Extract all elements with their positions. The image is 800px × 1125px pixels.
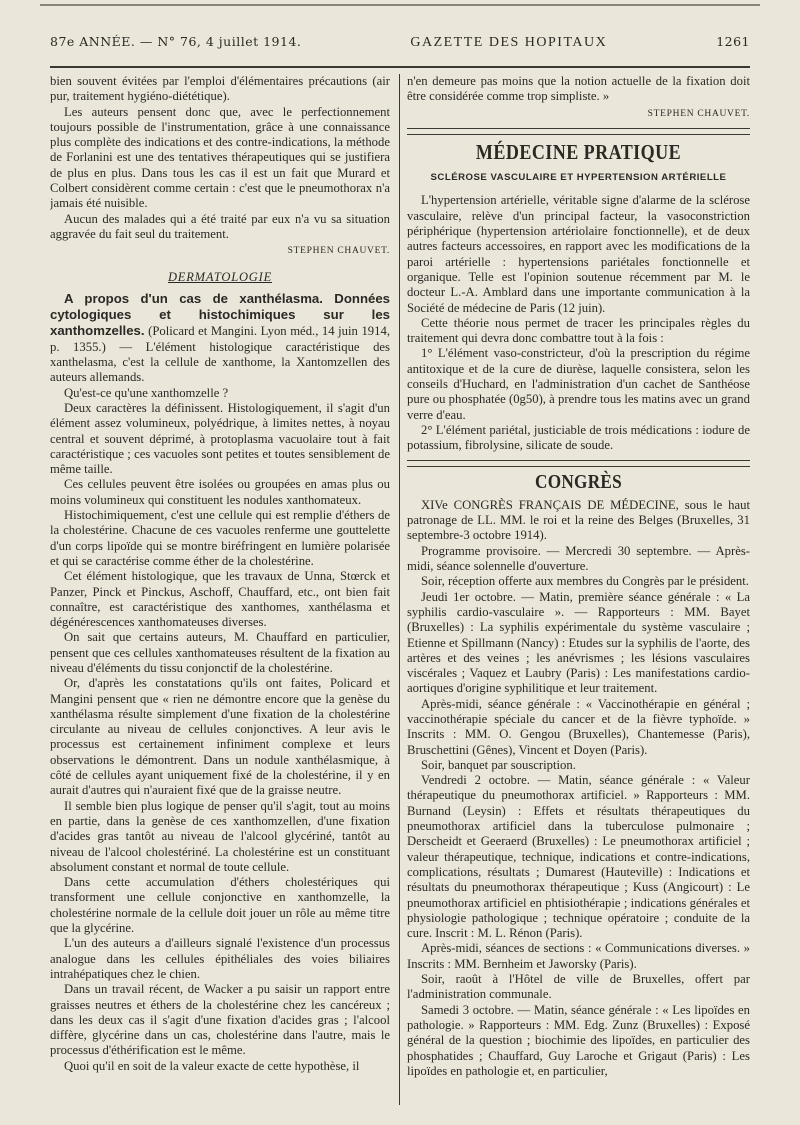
- paragraph: 2° L'élément pariétal, justiciable de trois médications : iodure de potassium, fibrolysine, silicate de soude.: [407, 422, 750, 453]
- paragraph: Dans un travail récent, de Wacker a pu saisir un rapport entre graisses neutres et éthers de la cholestérine chez les cancéreux ; dans les deux cas il s'agit d'une fixation d'acides gras ; l'alcool diffère, glycérine dans un cas, cholestérine dans l'autre, mais le processus d'éthérification est le même.: [50, 982, 390, 1058]
- left-column: [50, 74, 390, 1105]
- author-signature: STEPHEN CHAUVET.: [287, 246, 390, 257]
- paragraph: Programme provisoire. — Mercredi 30 septembre. — Après-midi, séance solennelle d'ouverture.: [407, 543, 750, 574]
- paragraph: Quoi qu'il en soit de la valeur exacte de cette hypothèse, il: [64, 1058, 360, 1073]
- header-rule: [50, 66, 750, 68]
- paragraph: Soir, banquet par souscription.: [421, 757, 576, 772]
- paragraph: Cette théorie nous permet de tracer les principales règles du traitement qui devra donc combattre tout à la fois :: [407, 315, 750, 346]
- paragraph: Cet élément histologique, que les travaux de Unna, Stœrck et Panzer, Pinck et Pinckus, Aschoff, Chauffard, etc., ont bien fait connaître, est caractéristique des xanthomes, xanthélasma et dégénérescences xanthomateuses diverses.: [50, 569, 390, 630]
- issue-line: 87e ANNÉE. — N° 76, 4 juillet 1914.: [50, 34, 302, 49]
- section-heading-medecine-pratique: MÉDECINE PRATIQUE: [475, 139, 682, 164]
- top-border: [40, 4, 760, 6]
- column-separator: [399, 74, 400, 1105]
- article-title: A propos d'un cas de xanthélasma. Données cytologiques et histochimiques sur les xanthomzelles.: [50, 290, 390, 339]
- paragraph: Samedi 3 octobre. — Matin, séance générale : « Les lipoïdes en pathologie. » Rapporteurs : MM. Edg. Zunz (Bruxelles) : Exposé général de la question ; biochimie des lipoïdes, en particulier des phosphatides ; Chauffard, Guy Laroche et Grigaut (Paris) : Les lipoïdes en pathologie et, en particulier,: [407, 1002, 750, 1078]
- page-number: 1261: [716, 34, 750, 49]
- paragraph: 1° L'élément vaso-constricteur, d'où la prescription du régime antitoxique et de la cure de diurèse, laquelle consistera, selon les conseils d'Huchard, en l'administration d'un cachet de Santhéose pure ou phosphatée (0g50), à prendre tous les matins avec un grand verre d'eau.: [407, 346, 750, 422]
- right-column: [407, 74, 750, 1105]
- paragraph: Après-midi, séances de sections : « Communications diverses. » Inscrits : MM. Bernheim et Jaworsky (Paris).: [407, 941, 750, 971]
- paragraph: Après-midi, séance générale : « Vaccinothérapie en général ; vaccinothérapie spéciale du cancer et de la fièvre typhoïde. » Inscrits : MM. O. Gengou (Bruxelles), Chantemesse (Paris), Bruschettini (Gênes), Vincent et Doyen (Paris).: [407, 696, 750, 757]
- paragraph: bien souvent évitées par l'emploi d'élémentaires précautions (air pur, traitement hygiéno-diététique).: [50, 74, 390, 104]
- paragraph: On sait que certains auteurs, M. Chauffard en particulier, pensent que ces cellules xanthomateuses résultent de la fixation au niveau d'éléments du tissu conjonctif de la cholestérine.: [50, 630, 390, 675]
- paragraph: Soir, réception offerte aux membres du Congrès par le président.: [421, 574, 749, 589]
- paragraph: Ces cellules peuvent être isolées ou groupées en amas plus ou moins volumineux qui constituent les nodules xanthomateux.: [50, 477, 390, 507]
- journal-title: GAZETTE DES HOPITAUX: [410, 35, 608, 50]
- paragraph: Histochimiquement, c'est une cellule qui est remplie d'éthers de la cholestérine. Chacune de ces vacuoles renferme une gouttelette d'un corps lipoïde qui se montre biréfringent en lumière polarisée et qui se caractérise comme éther de la cholestérine.: [50, 508, 390, 568]
- paragraph: Soir, raoût à l'Hôtel de ville de Bruxelles, offert par l'administration communale.: [407, 972, 750, 1002]
- author-signature: STEPHEN CHAUVET.: [647, 108, 750, 119]
- paragraph: Qu'est-ce qu'une xanthomzelle ?: [64, 385, 229, 400]
- paragraph: Deux caractères la définissent. Histologiquement, il s'agit d'un élément assez volumineux, polyédrique, à limites nettes, à noyau central et souvent déprimé, à protoplasma vacuolaire tout à fait caractéristique ; ces vacuoles sont petites et toutes sensiblement de même taille.: [50, 400, 390, 477]
- article-reference: (Policard et Mangini. Lyon méd., 14 juin 1914, p. 1355.) — L'élément histologique caractéristique des xanthelasma, c'est la cellule de xanthome, la Xantomzellen des auteurs allemands.: [50, 324, 390, 385]
- double-rule: [407, 460, 750, 467]
- paragraph: Or, d'après les constatations qu'ils ont faites, Policard et Mangini pensent que « rien ne démontre encore que la genèse du xanthélasma résulte simplement d'une fixation de la cholestérine circulante au niveau de cellules conjonctives. A leur avis le processus est certainement infiniment complexe et leurs observations le démontrent. Dans un nodule xanthélasmique, à côté de cellules ayant uniquement fixé de la cholestérine, il y en aurait d'autres qui n'auraient fixé que de la graisse neutre.: [50, 676, 390, 798]
- paragraph: L'hypertension artérielle, véritable signe d'alarme de la sclérose vasculaire, relève d'un principal facteur, la vasoconstriction périphérique (hypertension artériolaire fonctionnelle), et de deux autres facteurs accessoires, en rapport avec les modifications de la paroi artérielle : hypertensions pariétales fonctionnelle et organique. Telle est l'opinion soutenue récemment par M. le docteur L.-A. Amblard dans une importante communication à la Société de médecine de Paris (12 juin).: [407, 193, 750, 315]
- paragraph: Vendredi 2 octobre. — Matin, séance générale : « Valeur thérapeutique du pneumothorax artificiel. » Rapporteurs : MM. Burnand (Leysin) : Effets et résultats thérapeutiques du pneumothorax artificiel dans la tuberculose pulmonaire ; Derscheidt et Geeraerd (Bruxelles) : Le pneumothorax artificiel ; valeur thérapeutique, technique, indications et contre-indications, complications, résultats ; Dumarest (Hauteville) : Indications et résultats du pneumothorax thérapeutique ; Kuss (Angicourt) : Le pneumothorax artificiel en phtisiothérapie ; indications générales et physiologie pathologique ; technique opératoire ; conduite de la cure. Inscrit : M. L. Rénon (Paris).: [407, 773, 750, 941]
- article-subtitle: SCLÉROSE VASCULAIRE ET HYPERTENSION ARTÉRIELLE: [430, 172, 727, 184]
- paragraph: Les auteurs pensent donc que, avec le perfectionnement toujours possible de l'instrumentation, grâce à une connaissance plus complète des indications et des contre-indications, la méthode de Forlanini est une des tentatives thérapeutiques qui se justifiera de plus en plus. Dans tous les cas il est un fait que Murard et Colbert considèrent comme certain : c'est que le pneumothorax n'a jamais été nuisible.: [50, 104, 390, 211]
- paragraph: XIVe CONGRÈS FRANÇAIS DE MÉDECINE, sous le haut patronage de LL. MM. le roi et la reine des Belges (Bruxelles, 31 septembre-3 octobre 1914).: [407, 497, 750, 543]
- paragraph: Dans cette accumulation d'éthers cholestériques qui transforment une cellule conjonctive en xanthomzelle, la cholestérine normale de la cellule doit jouer un rôle au même titre que la glycérine.: [50, 875, 390, 936]
- section-heading-congres: CONGRÈS: [535, 470, 622, 493]
- paragraph: Aucun des malades qui a été traité par eux n'a vu sa situation aggravée du fait seul du traitement.: [50, 211, 390, 241]
- paragraph: Il semble bien plus logique de penser qu'il s'agit, tout au moins en partie, dans la genèse de ces xanthomzellen, d'une fixation d'acides gras tantôt au niveau de l'alcool glycériné, tantôt au niveau de l'alcool cholestériné. La cholestérine est un constituant absolument constant et normal de toute cellule.: [50, 798, 390, 874]
- article-intro: [50, 291, 390, 386]
- page-header: [50, 34, 750, 56]
- paragraph: n'en demeure pas moins que la notion actuelle de la fixation doit être considérée comme trop simpliste. »: [407, 74, 750, 104]
- section-heading-dermatologie: DERMATOLOGIE: [167, 269, 273, 284]
- double-rule: [407, 128, 750, 135]
- paragraph: L'un des auteurs a d'ailleurs signalé l'existence d'un processus analogue dans les cellules épithéliales des voies biliaires intrahépatiques chez le chien.: [50, 936, 390, 981]
- paragraph: Jeudi 1er octobre. — Matin, première séance générale : « La syphilis cardio-vasculaire ». — Rapporteurs : MM. Bayet (Bruxelles) : La syphilis expérimentale du système vasculaire ; Etienne et Spillmann (Nancy) : Etudes sur la syphilis de l'aorte, des artères et des veines ; les anévrismes ; les lésions vasculaires viscérales ; Vaquez et Laubry (Paris) : Les manifestations cardio-aortiques d'origine syphilitique et leur traitement.: [407, 589, 750, 696]
